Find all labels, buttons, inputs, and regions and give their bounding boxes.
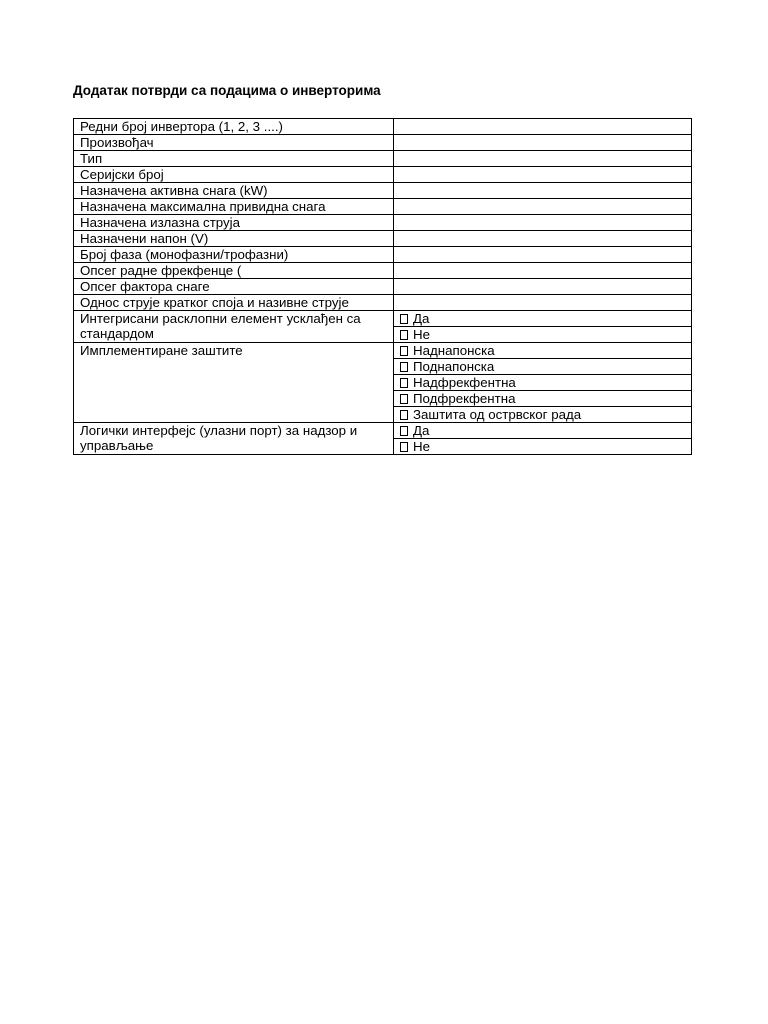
table-row (74, 279, 692, 295)
row-label: Назначена активна снага (kW) (74, 183, 394, 199)
logic-interface-label (74, 423, 394, 455)
row-label: Назначена излазна струја (74, 215, 394, 231)
row-label: Редни број инвертора (1, 2, 3 ....) (74, 119, 394, 135)
row-label: Логички интерфејс (улазни порт) за надзор и управљање (80, 423, 358, 453)
option-label: Наднапонска (413, 343, 495, 358)
value-field[interactable] (394, 295, 692, 311)
checkbox-icon[interactable] (400, 410, 408, 420)
option-label: Надфрекфентна (413, 375, 516, 390)
table-row (74, 183, 692, 199)
inverter-data-table (73, 118, 692, 455)
value-field[interactable] (394, 231, 692, 247)
table-row (74, 151, 692, 167)
value-field[interactable] (394, 215, 692, 231)
value-field[interactable] (394, 199, 692, 215)
row-label: Опсег радне фрекфенце ( (74, 263, 394, 279)
row-label: Опсег фактора снаге (74, 279, 394, 295)
table-row (74, 199, 692, 215)
table-row (74, 231, 692, 247)
value-field[interactable] (394, 279, 692, 295)
value-field[interactable] (394, 167, 692, 183)
table-row (74, 135, 692, 151)
value-field[interactable] (394, 119, 692, 135)
page-title: Додатак потврди са подацима о инверторима (73, 83, 381, 98)
option-label: Да (413, 423, 430, 438)
row-label: Произвођач (74, 135, 394, 151)
switching-element-label (74, 311, 394, 343)
row-label: Однос струје кратког споја и називне струје (74, 295, 394, 311)
protection-option-overvoltage[interactable] (394, 343, 692, 359)
row-label: Број фаза (монофазни/трофазни) (74, 247, 394, 263)
option-label: Подфрекфентна (413, 391, 516, 406)
checkbox-icon[interactable] (400, 442, 408, 452)
option-label: Не (413, 439, 430, 454)
row-label: Назначена максимална привидна снага (74, 199, 394, 215)
switching-element-option-yes[interactable] (394, 311, 692, 327)
value-field[interactable] (394, 135, 692, 151)
checkbox-icon[interactable] (400, 394, 408, 404)
value-field[interactable] (394, 151, 692, 167)
checkbox-icon[interactable] (400, 330, 408, 340)
protections-label (74, 343, 394, 423)
value-field[interactable] (394, 263, 692, 279)
protection-option-undervoltage[interactable] (394, 359, 692, 375)
option-label: Поднапонска (413, 359, 495, 374)
row-label: Тип (74, 151, 394, 167)
logic-interface-option-yes[interactable] (394, 423, 692, 439)
checkbox-icon[interactable] (400, 346, 408, 356)
checkbox-icon[interactable] (400, 378, 408, 388)
protection-option-underfrequency[interactable] (394, 391, 692, 407)
logic-interface-option-no[interactable] (394, 439, 692, 455)
protection-option-islanding[interactable] (394, 407, 692, 423)
option-label: Заштита од острвског рада (413, 407, 582, 422)
row-label: Имплементиране заштите (80, 343, 243, 358)
switching-element-option-no[interactable] (394, 327, 692, 343)
value-field[interactable] (394, 247, 692, 263)
table-row (74, 263, 692, 279)
checkbox-icon[interactable] (400, 362, 408, 372)
option-label: Не (413, 327, 430, 342)
row-label: Назначени напон (V) (74, 231, 394, 247)
checkbox-icon[interactable] (400, 314, 408, 324)
table-row (74, 247, 692, 263)
checkbox-icon[interactable] (400, 426, 408, 436)
row-label: Серијски број (74, 167, 394, 183)
option-label: Да (413, 311, 430, 326)
table-row (74, 423, 692, 439)
table-row (74, 215, 692, 231)
table-row (74, 295, 692, 311)
protection-option-overfrequency[interactable] (394, 375, 692, 391)
table-row (74, 311, 692, 327)
row-label: Интегрисани расклопни елемент усклађен са стандардом (80, 311, 361, 341)
table-row (74, 119, 692, 135)
value-field[interactable] (394, 183, 692, 199)
table-row (74, 167, 692, 183)
table-row (74, 343, 692, 359)
